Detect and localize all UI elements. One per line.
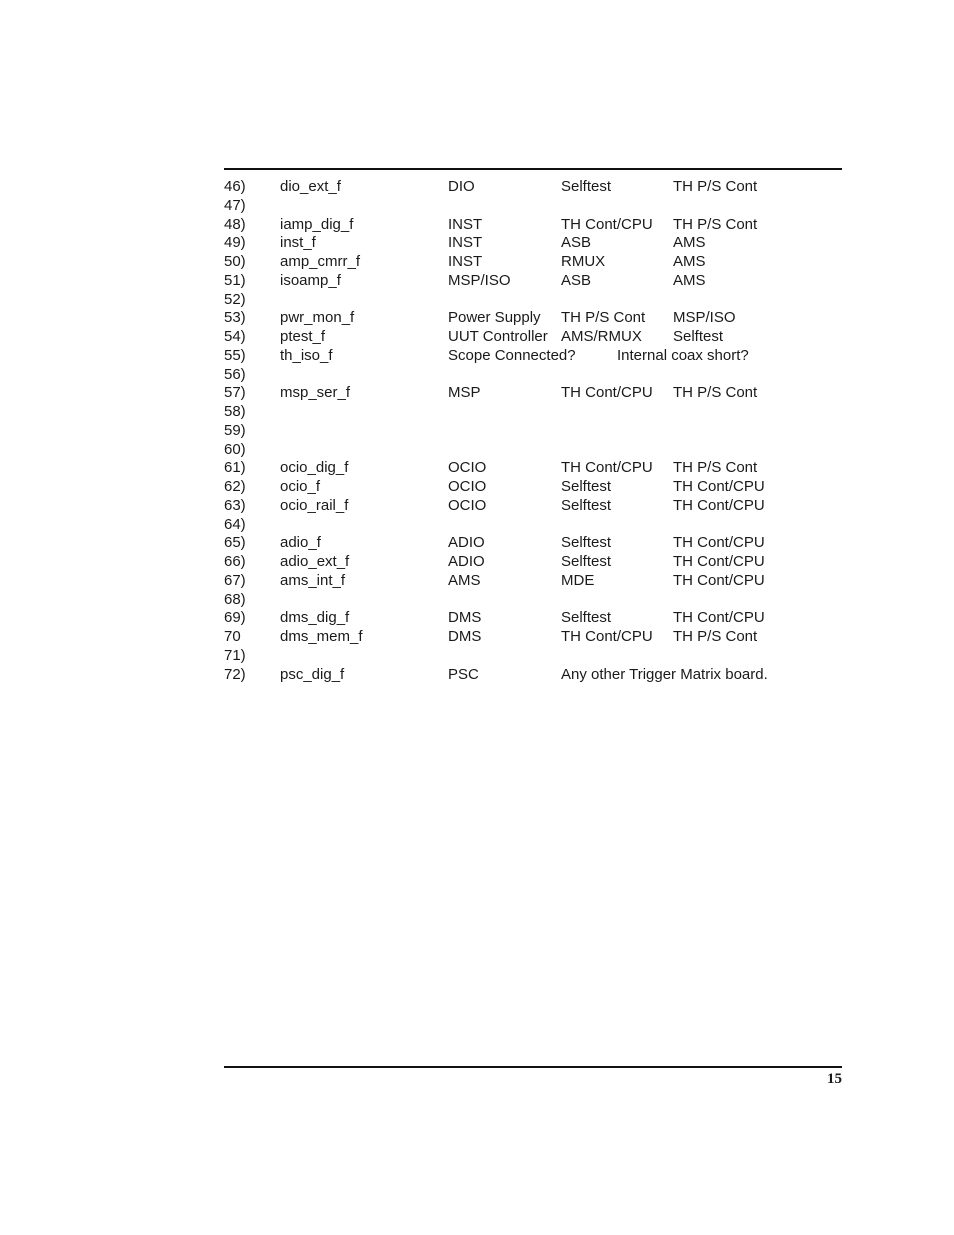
test-name: ocio_rail_f [280, 496, 349, 514]
test-name: adio_f [280, 534, 321, 552]
table-row [224, 328, 842, 347]
suspect-1: INST [448, 215, 483, 233]
table-row [224, 309, 842, 328]
row-number: 49) [224, 234, 246, 252]
row-number: 56) [224, 365, 246, 383]
table-row [224, 291, 842, 310]
table-row [224, 422, 842, 441]
suspect-3: TH Cont/CPU [673, 478, 765, 495]
row-number: 57) [224, 384, 246, 402]
bottom-rule [224, 1066, 842, 1068]
suspect-2: AMS/RMUX [561, 328, 642, 345]
suspect-3: TH Cont/CPU [673, 571, 765, 589]
suspect-2: TH Cont/CPU [561, 628, 653, 645]
table-row [224, 647, 842, 666]
test-name: isoamp_f [280, 271, 341, 289]
row-number: 59) [224, 421, 246, 439]
test-name: ams_int_f [280, 571, 346, 589]
suspect-3: MSP/ISO [673, 309, 736, 327]
table-row [224, 216, 842, 235]
suspect-2: Selftest [561, 496, 612, 514]
test-name: inst_f [280, 234, 316, 252]
row-number: 63) [224, 496, 246, 514]
test-name: pwr_mon_f [280, 309, 355, 327]
table-row [224, 178, 842, 197]
table-row [224, 628, 842, 647]
test-name: adio_ext_f [280, 553, 350, 570]
row-number: 60) [224, 440, 246, 458]
suspect-2: TH Cont/CPU [561, 215, 653, 233]
table-row [224, 572, 842, 591]
row-number: 53) [224, 309, 246, 327]
row-number: 66) [224, 553, 246, 570]
test-name: msp_ser_f [280, 384, 351, 402]
table-row [224, 666, 842, 685]
note-1: Scope Connected? [448, 346, 576, 364]
row-number: 67) [224, 571, 246, 589]
suspect-3: TH P/S Cont [673, 178, 758, 195]
test-name: dms_mem_f [280, 628, 363, 645]
suspect-1: OCIO [448, 478, 487, 495]
row-number: 69) [224, 609, 246, 627]
suspect-1: AMS [448, 571, 481, 589]
suspect-3: AMS [673, 253, 706, 270]
failure-table [224, 178, 842, 684]
suspect-1: MSP [448, 384, 481, 402]
suspect-1: ADIO [448, 534, 485, 552]
suspect-1: OCIO [448, 496, 487, 514]
table-row [224, 347, 842, 366]
row-number: 61) [224, 459, 246, 477]
suspect-2: Selftest [561, 609, 612, 627]
suspect-3: TH P/S Cont [673, 628, 758, 645]
table-row [224, 534, 842, 553]
row-number: 71) [224, 646, 246, 664]
test-name: dms_dig_f [280, 609, 350, 627]
test-name: dio_ext_f [280, 178, 341, 195]
row-number: 46) [224, 178, 246, 195]
suspect-1: ADIO [448, 553, 485, 570]
table-row [224, 197, 842, 216]
suspect-1: MSP/ISO [448, 271, 511, 289]
table-row [224, 478, 842, 497]
row-number: 64) [224, 515, 246, 533]
table-row [224, 497, 842, 516]
suspect-3: TH P/S Cont [673, 384, 758, 402]
suspect-2: TH Cont/CPU [561, 459, 653, 477]
suspect-1: INST [448, 253, 483, 270]
suspect-2: ASB [561, 271, 592, 289]
suspect-2: TH P/S Cont [561, 309, 646, 327]
row-number: 65) [224, 534, 246, 552]
page-number: 15 [827, 1071, 842, 1087]
test-name: ptest_f [280, 328, 326, 345]
suspect-1: Power Supply [448, 309, 541, 327]
top-rule [224, 168, 842, 170]
suspect-3: AMS [673, 234, 706, 252]
suspect-3: TH Cont/CPU [673, 496, 765, 514]
test-name: psc_dig_f [280, 665, 345, 683]
suspect-1: DMS [448, 628, 482, 645]
row-number: 70 [224, 628, 241, 645]
suspect-3: Selftest [673, 328, 724, 345]
suspect-2: Selftest [561, 534, 612, 552]
suspect-2: TH Cont/CPU [561, 384, 653, 402]
suspect-2: Selftest [561, 553, 612, 570]
note-2: Internal coax short? [617, 346, 749, 364]
note-wide: Any other Trigger Matrix board. [561, 665, 768, 683]
suspect-3: AMS [673, 271, 706, 289]
suspect-3: TH P/S Cont [673, 215, 758, 233]
row-number: 72) [224, 665, 246, 683]
suspect-3: TH Cont/CPU [673, 609, 765, 627]
suspect-2: ASB [561, 234, 592, 252]
row-number: 52) [224, 290, 246, 308]
table-row [224, 234, 842, 253]
row-number: 48) [224, 215, 246, 233]
test-name: iamp_dig_f [280, 215, 354, 233]
table-row [224, 591, 842, 610]
row-number: 58) [224, 403, 246, 420]
table-row [224, 553, 842, 572]
table-row [224, 272, 842, 291]
table-row [224, 366, 842, 385]
suspect-3: TH Cont/CPU [673, 553, 765, 570]
suspect-1: OCIO [448, 459, 487, 477]
suspect-2: RMUX [561, 253, 606, 270]
table-row [224, 459, 842, 478]
suspect-1: INST [448, 234, 483, 252]
row-number: 54) [224, 328, 246, 345]
row-number: 47) [224, 196, 246, 214]
table-row [224, 441, 842, 460]
suspect-3: TH P/S Cont [673, 459, 758, 477]
row-number: 62) [224, 478, 246, 495]
table-row [224, 253, 842, 272]
row-number: 50) [224, 253, 246, 270]
suspect-2: MDE [561, 571, 595, 589]
suspect-1: DIO [448, 178, 475, 195]
suspect-3: TH Cont/CPU [673, 534, 765, 552]
table-row [224, 384, 842, 403]
table-row [224, 609, 842, 628]
row-number: 68) [224, 590, 246, 608]
table-row [224, 516, 842, 535]
suspect-2: Selftest [561, 178, 612, 195]
suspect-2: Selftest [561, 478, 612, 495]
test-name: ocio_dig_f [280, 459, 349, 477]
suspect-1: PSC [448, 665, 479, 683]
test-name: ocio_f [280, 478, 321, 495]
row-number: 55) [224, 346, 246, 364]
suspect-1: DMS [448, 609, 482, 627]
suspect-1: UUT Controller [448, 328, 548, 345]
test-name: amp_cmrr_f [280, 253, 361, 270]
table-row [224, 403, 842, 422]
test-name: th_iso_f [280, 346, 333, 364]
row-number: 51) [224, 271, 246, 289]
